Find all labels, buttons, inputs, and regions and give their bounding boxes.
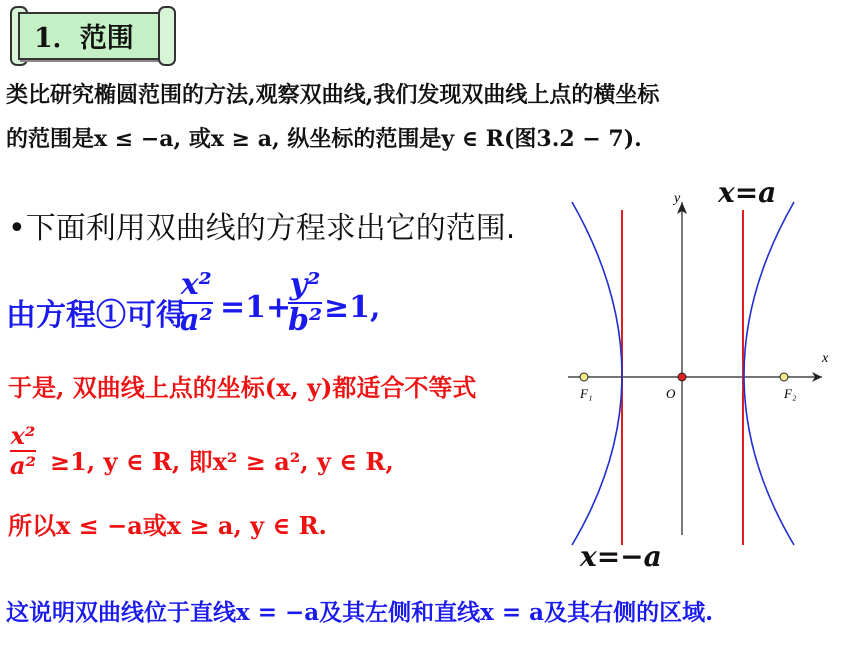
- eq1-frac2-den: b²: [288, 303, 323, 338]
- line-so: 所以x ≤ −a或x ≥ a, y ∈ R.: [8, 511, 327, 540]
- eq1-suffix: ≥1,: [324, 290, 381, 325]
- ineq-fraction: [10, 421, 37, 480]
- conclusion-text: 这说明双曲线位于直线x = −a及其左侧和直线x = a及其右侧的区域.: [6, 599, 714, 626]
- label-x-equals-a: x=a: [718, 176, 777, 209]
- origin-label: O: [666, 386, 676, 401]
- ineq-frac-den: a²: [10, 451, 37, 480]
- origin-point: [678, 373, 686, 381]
- eq1-fraction-2: [288, 267, 323, 338]
- section-banner: [8, 6, 174, 60]
- focus-left-label: F₁: [580, 386, 593, 401]
- eq1-prefix: 由方程①可得: [6, 298, 186, 333]
- hyperbola-graph: [560, 180, 850, 550]
- bullet-text: •下面利用双曲线的方程求出它的范围.: [8, 211, 516, 246]
- eq1-frac1-den: a²: [180, 303, 213, 338]
- eq1-frac2-num: y²: [289, 267, 321, 302]
- eq1-mid: =1+: [220, 290, 292, 325]
- hyperbola-left-branch: [572, 202, 622, 545]
- focus-left-point: [580, 373, 588, 381]
- scroll-curl-right: [158, 6, 176, 66]
- intro-line-2: 的范围是x ≤ −a, 或x ≥ a, 纵坐标的范围是y ∈ R(图3.2 − 7).: [6, 126, 642, 152]
- ineq-frac-num: x²: [10, 421, 36, 450]
- section-title: 1．范围: [34, 23, 134, 54]
- y-axis-label: y: [674, 191, 681, 206]
- ineq-rest: ≥1, y ∈ R, 即x² ≥ a², y ∈ R,: [50, 447, 394, 476]
- intro-line-1: 类比研究椭圆范围的方法,观察双曲线,我们发现双曲线上点的横坐标: [6, 82, 660, 108]
- focus-right-label: F₂: [784, 386, 797, 401]
- eq1-frac1-num: x²: [180, 267, 212, 302]
- x-axis-label: x: [822, 351, 829, 366]
- eq1-fraction-1: [180, 267, 213, 338]
- label-x-equals-neg-a: x=−a: [580, 540, 662, 573]
- focus-right-point: [780, 373, 788, 381]
- equation-1: [6, 267, 386, 362]
- line-then: 于是, 双曲线上点的坐标(x, y)都适合不等式: [8, 373, 477, 402]
